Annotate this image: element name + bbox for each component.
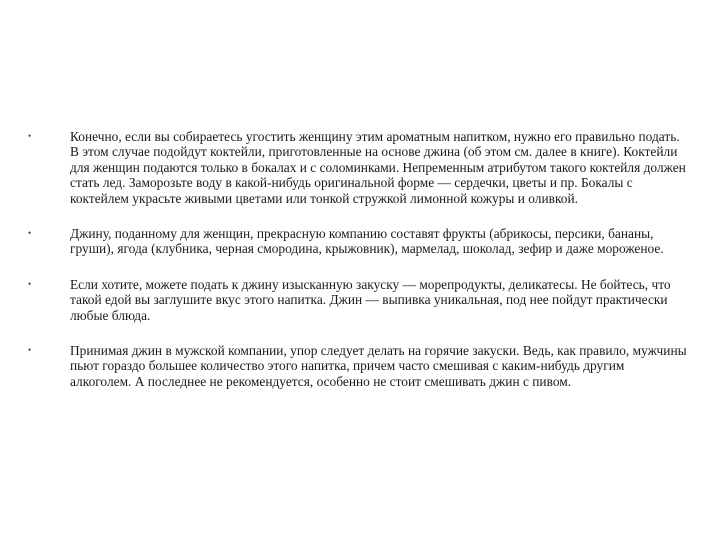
- bullet-icon: •: [28, 228, 32, 239]
- bullet-item-4: [28, 343, 688, 389]
- bullet-item-3: [28, 277, 688, 323]
- bullet-text-4: Принимая джин в мужской компании, упор следует делать на горячие закуски. Ведь, как правило, мужчины пьют гораздо большее количество этого напитка, причем часто смешивая с каким-нибудь другим алкоголем. А последнее не рекомендуется, особенно не стоит смешивать джин с пивом.: [70, 343, 687, 389]
- bullet-list: [28, 129, 688, 389]
- bullet-text-2: Джину, поданному для женщин, прекрасную компанию составят фрукты (абрикосы, персики, бананы, груши), ягода (клубника, черная смородина, крыжовник), мармелад, шоколад, зефир и даже мороженое.: [70, 226, 664, 257]
- bullet-text-1: Конечно, если вы собираетесь угостить женщину этим ароматным напитком, нужно его правильно подать. В этом случае подойдут коктейли, приготовленные на основе джина (об этом см. далее в книге). Коктейли для женщин подаются только в бокалах и с соломинками. Непременным атрибутом такого коктейля должен стать лед. Заморозьте воду в какой-нибудь оригинальной форме — сердечки, цветы и пр. Бокалы с коктейлем украсьте живыми цветами или тонкой стружкой лимонной кожуры и оливкой.: [70, 129, 686, 206]
- bullet-item-2: [28, 226, 688, 257]
- bullet-icon: •: [28, 131, 32, 141]
- bullet-text-3: Если хотите, можете подать к джину изысканную закуску — морепродукты, деликатесы. Не бойтесь, что такой едой вы заглушите вкус этого напитка. Джин — выпивка уникальная, под нее пойдут практически любые блюда.: [70, 276, 671, 323]
- bullet-item-1: [28, 129, 688, 206]
- bullet-icon: •: [28, 278, 32, 289]
- bullet-icon: •: [28, 345, 32, 356]
